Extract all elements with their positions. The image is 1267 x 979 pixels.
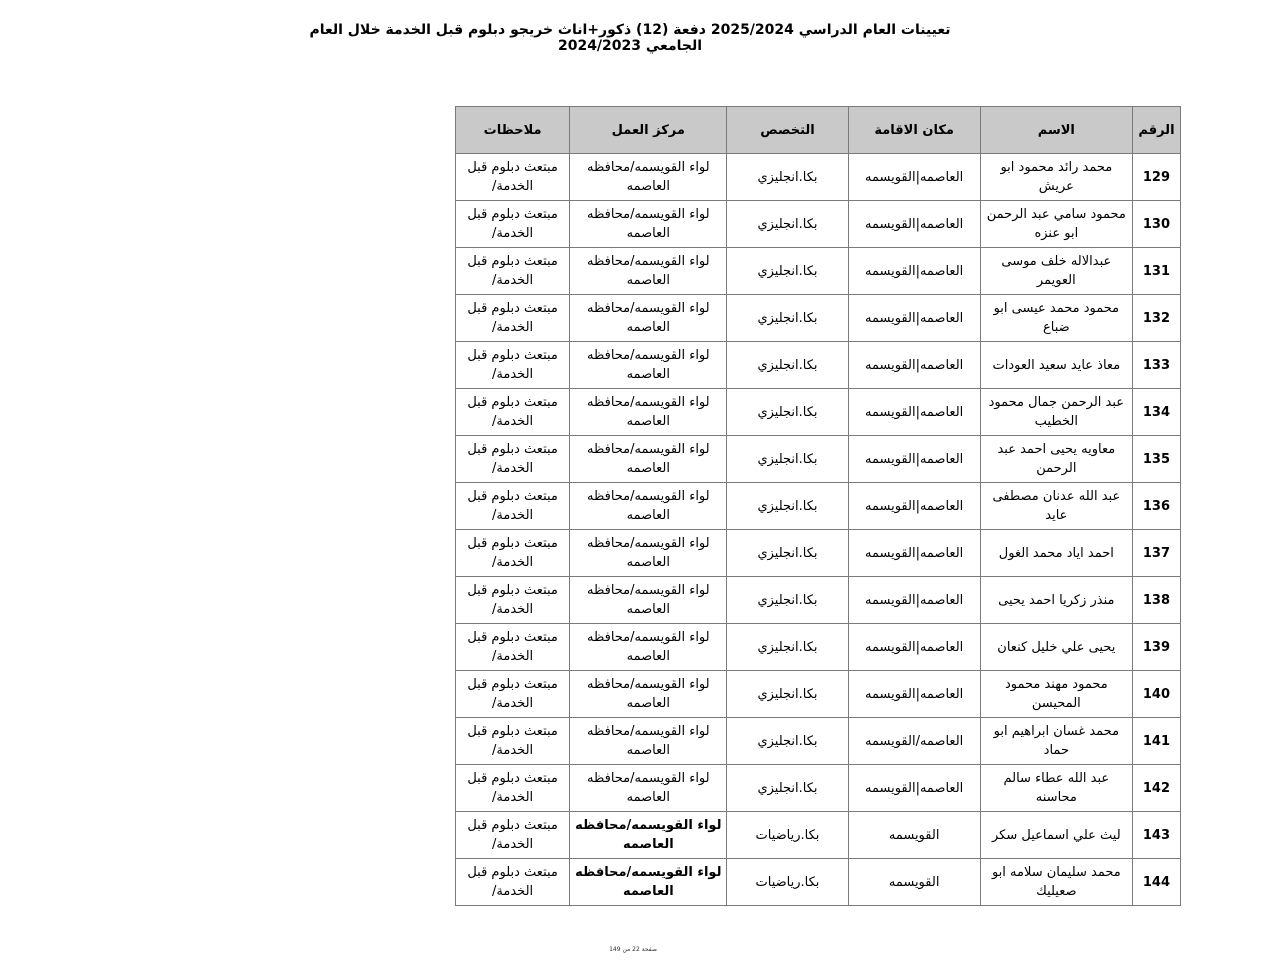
cell-workplace: لواء القويسمه/محافظه العاصمه [570,483,727,530]
cell-name: محمود سامي عبد الرحمن ابو عنزه [980,201,1132,248]
cell-specialty: بكا.رياضيات [727,859,848,906]
cell-name: محمود محمد عيسى ابو ضباع [980,295,1132,342]
cell-num: 134 [1132,389,1180,436]
cell-residence: العاصمه|القويسمه [848,577,980,624]
cell-workplace: لواء القويسمه/محافظه العاصمه [570,812,727,859]
cell-specialty: بكا.انجليزي [727,295,848,342]
cell-notes: مبتعث دبلوم قبل الخدمة/ [456,577,570,624]
cell-name: يحيى علي خليل كنعان [980,624,1132,671]
cell-specialty: بكا.انجليزي [727,577,848,624]
cell-num: 131 [1132,248,1180,295]
cell-workplace: لواء القويسمه/محافظه العاصمه [570,295,727,342]
cell-num: 140 [1132,671,1180,718]
cell-notes: مبتعث دبلوم قبل الخدمة/ [456,201,570,248]
page-title: تعيينات العام الدراسي 2025/2024 دفعة (12) ذكور+اناث خريجو دبلوم قبل الخدمة خلال العام الجامعي 2024/2023 [309,22,951,54]
cell-specialty: بكا.انجليزي [727,201,848,248]
cell-specialty: بكا.انجليزي [727,436,848,483]
cell-notes: مبتعث دبلوم قبل الخدمة/ [456,483,570,530]
cell-workplace: لواء القويسمه/محافظه العاصمه [570,342,727,389]
cell-specialty: بكا.انجليزي [727,154,848,201]
cell-num: 144 [1132,859,1180,906]
cell-notes: مبتعث دبلوم قبل الخدمة/ [456,295,570,342]
table-row [456,812,1181,859]
cell-num: 136 [1132,483,1180,530]
cell-num: 141 [1132,718,1180,765]
table-row [456,154,1181,201]
table-row [456,342,1181,389]
cell-workplace: لواء القويسمه/محافظه العاصمه [570,530,727,577]
cell-residence: العاصمه|القويسمه [848,389,980,436]
cell-name: محمد غسان ابراهيم ابو حماد [980,718,1132,765]
cell-residence: العاصمه|القويسمه [848,671,980,718]
cell-notes: مبتعث دبلوم قبل الخدمة/ [456,671,570,718]
cell-name: معاويه يحيى احمد عبد الرحمن [980,436,1132,483]
cell-notes: مبتعث دبلوم قبل الخدمة/ [456,812,570,859]
cell-specialty: بكا.انجليزي [727,624,848,671]
cell-notes: مبتعث دبلوم قبل الخدمة/ [456,765,570,812]
cell-residence: العاصمه|القويسمه [848,765,980,812]
cell-notes: مبتعث دبلوم قبل الخدمة/ [456,530,570,577]
cell-num: 129 [1132,154,1180,201]
header-specialty: التخصص [727,107,848,154]
cell-workplace: لواء القويسمه/محافظه العاصمه [570,577,727,624]
cell-workplace: لواء القويسمه/محافظه العاصمه [570,765,727,812]
cell-residence: العاصمه|القويسمه [848,342,980,389]
cell-workplace: لواء القويسمه/محافظه العاصمه [570,248,727,295]
cell-residence: العاصمه|القويسمه [848,436,980,483]
cell-notes: مبتعث دبلوم قبل الخدمة/ [456,154,570,201]
table-row [456,248,1181,295]
cell-name: منذر زكريا احمد يحيى [980,577,1132,624]
cell-specialty: بكا.رياضيات [727,812,848,859]
table-row [456,295,1181,342]
cell-name: عبد الله عطاء سالم محاسنه [980,765,1132,812]
cell-specialty: بكا.انجليزي [727,483,848,530]
cell-workplace: لواء القويسمه/محافظه العاصمه [570,718,727,765]
cell-name: احمد اياد محمد الغول [980,530,1132,577]
table-header-row [456,107,1181,154]
cell-specialty: بكا.انجليزي [727,765,848,812]
header-workplace: مركز العمل [570,107,727,154]
header-residence: مكان الاقامة [848,107,980,154]
cell-specialty: بكا.انجليزي [727,389,848,436]
cell-workplace: لواء القويسمه/محافظه العاصمه [570,154,727,201]
header-name: الاسم [980,107,1132,154]
cell-specialty: بكا.انجليزي [727,530,848,577]
cell-residence: العاصمه|القويسمه [848,530,980,577]
page-number: صفحة 22 من 149 [609,946,657,953]
cell-specialty: بكا.انجليزي [727,718,848,765]
table-row [456,718,1181,765]
cell-name: محمود مهند محمود المحيسن [980,671,1132,718]
cell-name: عبد الرحمن جمال محمود الخطيب [980,389,1132,436]
table-row [456,577,1181,624]
cell-residence: العاصمه|القويسمه [848,248,980,295]
cell-name: معاذ عايد سعيد العودات [980,342,1132,389]
cell-residence: العاصمه|القويسمه [848,154,980,201]
cell-workplace: لواء القويسمه/محافظه العاصمه [570,624,727,671]
table-row [456,671,1181,718]
cell-notes: مبتعث دبلوم قبل الخدمة/ [456,859,570,906]
cell-num: 130 [1132,201,1180,248]
cell-notes: مبتعث دبلوم قبل الخدمة/ [456,389,570,436]
table-row [456,859,1181,906]
cell-specialty: بكا.انجليزي [727,248,848,295]
cell-residence: العاصمه/القويسمه [848,718,980,765]
cell-num: 133 [1132,342,1180,389]
cell-residence: القويسمه [848,812,980,859]
cell-specialty: بكا.انجليزي [727,342,848,389]
cell-num: 137 [1132,530,1180,577]
cell-num: 142 [1132,765,1180,812]
cell-specialty: بكا.انجليزي [727,671,848,718]
cell-workplace: لواء القويسمه/محافظه العاصمه [570,436,727,483]
cell-notes: مبتعث دبلوم قبل الخدمة/ [456,718,570,765]
table-row [456,483,1181,530]
cell-notes: مبتعث دبلوم قبل الخدمة/ [456,248,570,295]
cell-residence: العاصمه|القويسمه [848,201,980,248]
cell-workplace: لواء القويسمه/محافظه العاصمه [570,201,727,248]
header-num: الرقم [1132,107,1180,154]
cell-name: محمد رائد محمود ابو عريش [980,154,1132,201]
cell-name: عبدالاله خلف موسى العويمر [980,248,1132,295]
cell-residence: العاصمه|القويسمه [848,624,980,671]
header-notes: ملاحظات [456,107,570,154]
table-row [456,624,1181,671]
assignments-table [455,106,1181,906]
cell-num: 138 [1132,577,1180,624]
cell-name: ليث علي اسماعيل سكر [980,812,1132,859]
cell-notes: مبتعث دبلوم قبل الخدمة/ [456,624,570,671]
cell-num: 143 [1132,812,1180,859]
cell-notes: مبتعث دبلوم قبل الخدمة/ [456,436,570,483]
table-row [456,436,1181,483]
cell-residence: القويسمه [848,859,980,906]
cell-workplace: لواء القويسمه/محافظه العاصمه [570,389,727,436]
cell-residence: العاصمه|القويسمه [848,295,980,342]
cell-num: 132 [1132,295,1180,342]
table-row [456,389,1181,436]
cell-num: 139 [1132,624,1180,671]
cell-name: عبد الله عدنان مصطفى عايد [980,483,1132,530]
cell-notes: مبتعث دبلوم قبل الخدمة/ [456,342,570,389]
cell-workplace: لواء القويسمه/محافظه العاصمه [570,671,727,718]
cell-num: 135 [1132,436,1180,483]
cell-workplace: لواء القويسمه/محافظه العاصمه [570,859,727,906]
table-row [456,201,1181,248]
cell-residence: العاصمه|القويسمه [848,483,980,530]
table-row [456,765,1181,812]
cell-name: محمد سليمان سلامه ابو صعيليك [980,859,1132,906]
table-row [456,530,1181,577]
